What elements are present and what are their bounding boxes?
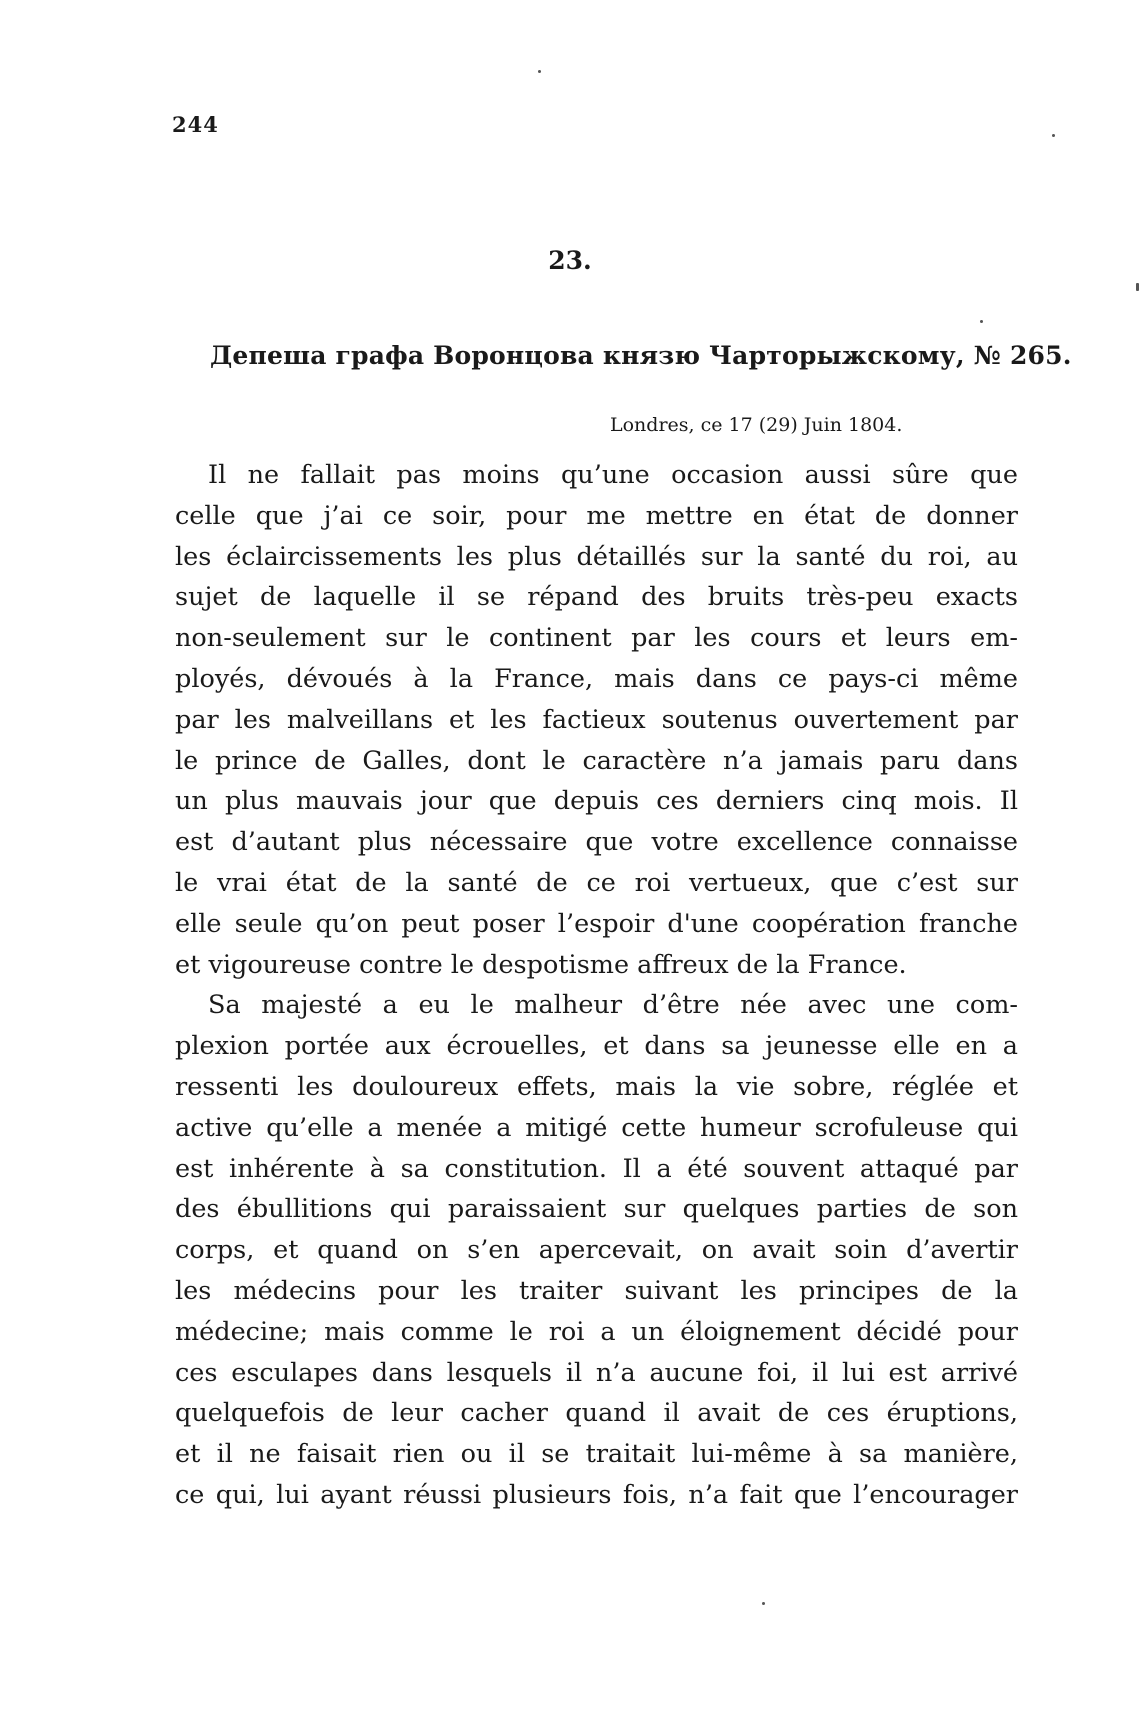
scan-speck bbox=[1136, 283, 1139, 291]
text-line: le vrai état de la santé de ce roi vertueux, que c’est sur bbox=[175, 867, 1018, 898]
text-line: et vigoureuse contre le despotisme affreux de la France. bbox=[175, 949, 907, 980]
text-line: ressenti les douloureux effets, mais la vie sobre, réglée et bbox=[175, 1071, 1018, 1102]
text-line: médecine; mais comme le roi a un éloignement décidé pour bbox=[175, 1316, 1018, 1347]
text-line: sujet de laquelle il se répand des bruits très-peu exacts bbox=[175, 582, 1018, 613]
text-line: est d’autant plus nécessaire que votre excellence connaisse bbox=[175, 827, 1018, 858]
text-line: elle seule qu’on peut poser l’espoir d'une coopération franche bbox=[175, 908, 1018, 939]
scan-speck bbox=[762, 1602, 765, 1605]
scan-speck bbox=[980, 320, 983, 323]
text-line: non-seulement sur le continent par les cours et leurs em- bbox=[175, 623, 1018, 654]
paragraph-1 bbox=[175, 455, 1018, 985]
text-line: par les malveillans et les factieux soutenus ouvertement par bbox=[175, 704, 1018, 735]
document-number: 23. bbox=[548, 246, 592, 275]
text-line: des ébullitions qui paraissaient sur quelques parties de son bbox=[175, 1194, 1018, 1225]
body-text bbox=[175, 455, 1018, 1516]
dateline: Londres, ce 17 (29) Juin 1804. bbox=[610, 414, 903, 436]
text-line: est inhérente à sa constitution. Il a été souvent attaqué par bbox=[175, 1153, 1018, 1184]
text-line: corps, et quand on s’en apercevait, on avait soin d’avertir bbox=[175, 1235, 1018, 1266]
text-line: plexion portée aux écrouelles, et dans sa jeunesse elle en a bbox=[175, 1031, 1018, 1062]
text-line: ces esculapes dans lesquels il n’a aucune foi, il lui est arrivé bbox=[175, 1357, 1018, 1388]
text-line: les éclaircissements les plus détaillés sur la santé du roi, au bbox=[175, 541, 1018, 572]
text-line: celle que j’ai ce soir, pour me mettre en état de donner bbox=[175, 500, 1018, 531]
text-line: et il ne faisait rien ou il se traitait lui-même à sa manière, bbox=[175, 1439, 1018, 1470]
text-line: le prince de Galles, dont le caractère n’a jamais paru dans bbox=[175, 745, 1018, 776]
text-line: ce qui, lui ayant réussi plusieurs fois, n’a fait que l’encourager bbox=[175, 1479, 1018, 1510]
text-line: les médecins pour les traiter suivant les principes de la bbox=[175, 1275, 1018, 1306]
text-line: un plus mauvais jour que depuis ces derniers cinq mois. Il bbox=[175, 786, 1018, 817]
scan-speck bbox=[1052, 134, 1055, 137]
text-line: Il ne fallait pas moins qu’une occasion aussi sûre que bbox=[208, 460, 1018, 490]
letter-heading: Депеша графа Воронцова князю Чарторыжскому, № 265. bbox=[210, 341, 1072, 370]
scan-speck bbox=[538, 70, 541, 73]
page-number: 244 bbox=[172, 112, 219, 137]
text-line: Sa majesté a eu le malheur d’être née avec une com- bbox=[208, 990, 1018, 1021]
paragraph-2 bbox=[175, 985, 1018, 1515]
text-line: quelquefois de leur cacher quand il avait de ces éruptions, bbox=[175, 1398, 1018, 1429]
text-line: active qu’elle a menée a mitigé cette humeur scrofuleuse qui bbox=[175, 1112, 1018, 1143]
text-line: ployés, dévoués à la France, mais dans ce pays-ci même bbox=[175, 663, 1018, 694]
